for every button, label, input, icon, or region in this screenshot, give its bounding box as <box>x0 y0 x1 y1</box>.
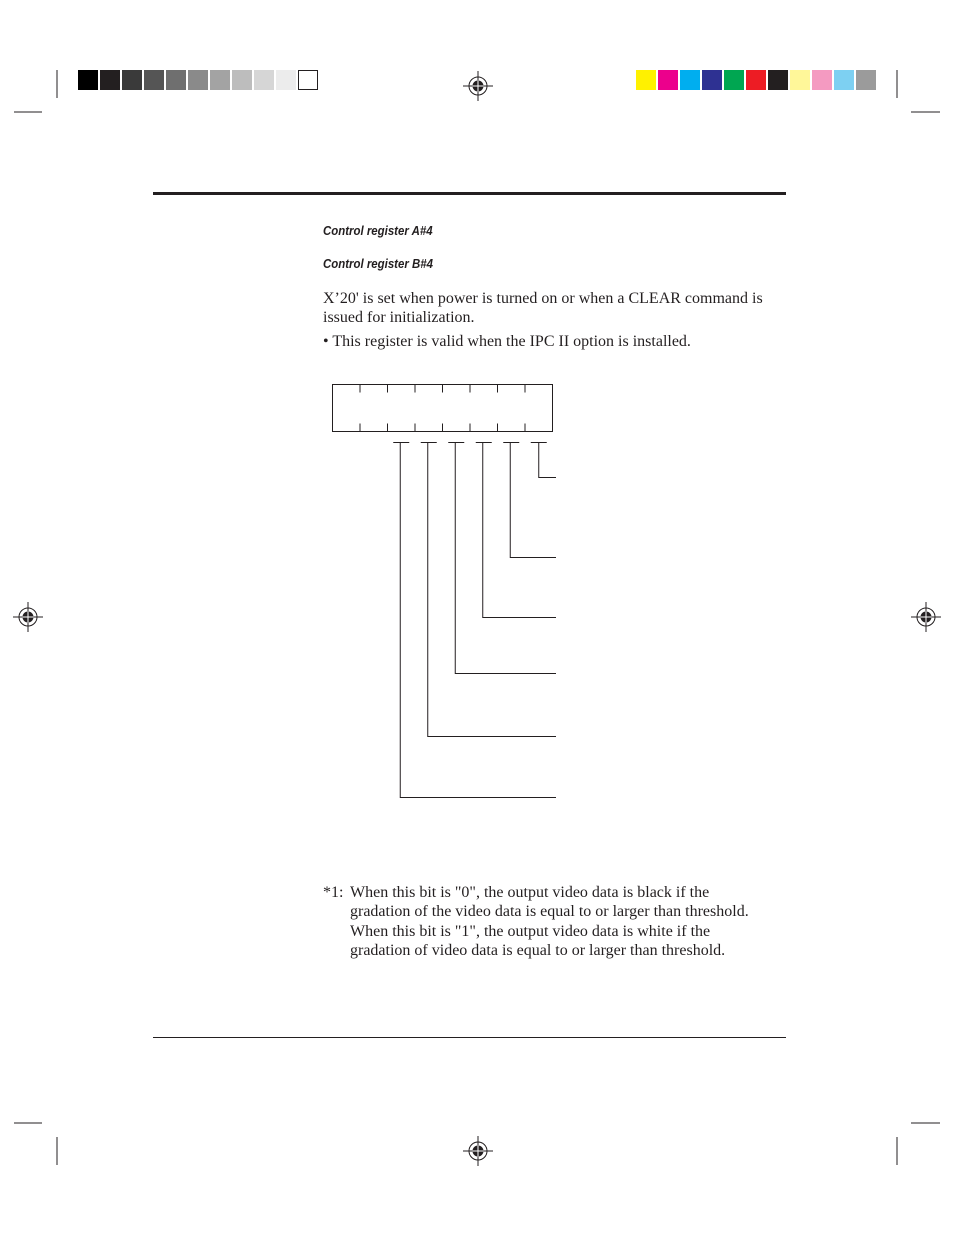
footnote-marker: *1: <box>323 884 344 901</box>
bit-leader-line <box>539 443 556 478</box>
control-register-b-heading: Control register B#4 <box>323 256 433 271</box>
bit-leader-line <box>400 443 556 798</box>
bit-dividers <box>360 385 525 432</box>
initial-value-paragraph: X’20' is set when power is turned on or when a CLEAR command is issued for initialization. <box>323 290 763 326</box>
bit-leader-lines <box>393 443 556 798</box>
validity-note: • This register is valid when the IPC II option is installed. <box>323 333 691 350</box>
footnote-line-2: gradation of the video data is equal to or larger than threshold. <box>350 903 749 921</box>
control-register-a-heading: Control register A#4 <box>323 223 433 238</box>
bit-leader-line <box>483 443 556 618</box>
footnote-line-1: When this bit is "0", the output video data is black if the <box>350 884 710 901</box>
footnote-text <box>350 883 790 960</box>
bit-leader-line <box>428 443 556 737</box>
bit-leader-line <box>510 443 556 558</box>
footnote-line-4: gradation of video data is equal to or larger than threshold. <box>350 941 726 959</box>
footnote-line-3: When this bit is "1", the output video data is white if the <box>350 922 711 940</box>
